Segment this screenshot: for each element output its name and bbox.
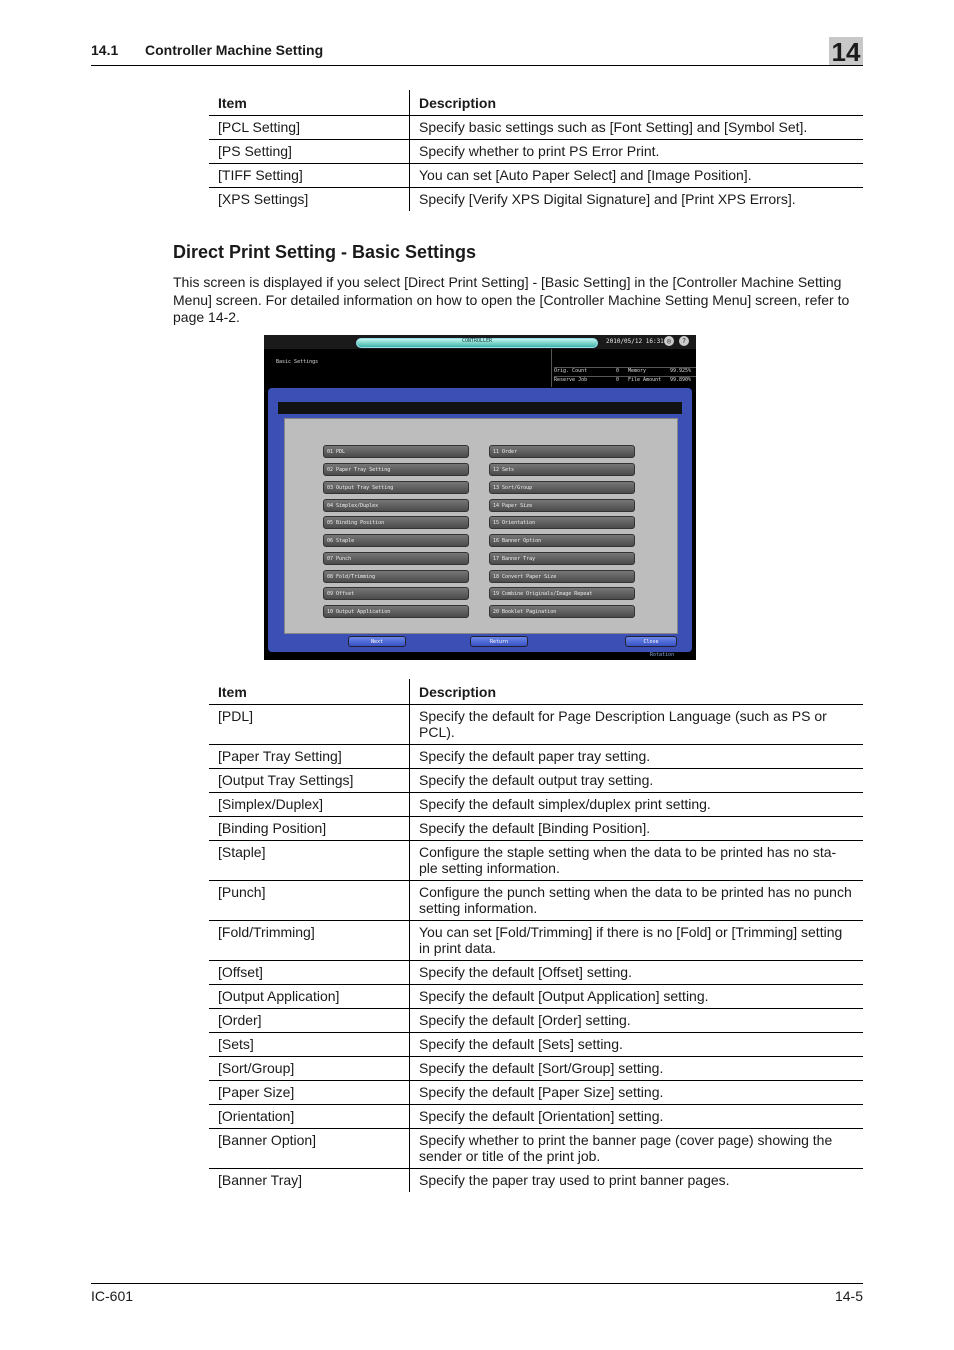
close-button[interactable]: Close	[625, 636, 677, 647]
description-cell: Specify basic settings such as [Font Setting] and [Symbol Set].	[410, 116, 864, 140]
table-row	[209, 793, 863, 817]
column-header-description: Description	[410, 90, 864, 116]
status-bar	[264, 335, 696, 349]
item-cell: [Order]	[209, 1009, 410, 1033]
item-cell: [Sets]	[209, 1033, 410, 1057]
counter-panel	[551, 349, 696, 387]
table-row	[209, 817, 863, 841]
table-header-row	[209, 90, 863, 116]
column-header-item: Item	[209, 90, 410, 116]
description-cell: Specify whether to print PS Error Print.	[410, 140, 864, 164]
convert-paper-size-button[interactable]: 18 Convert Paper Size	[489, 570, 635, 583]
orig-count-value: 0	[616, 368, 620, 374]
paper-tray-setting-button[interactable]: 02 Paper Tray Setting	[323, 463, 469, 476]
description-cell: Specify the default paper tray setting.	[410, 745, 864, 769]
output-tray-setting-button[interactable]: 03 Output Tray Setting	[323, 481, 469, 494]
section-title: Controller Machine Setting	[145, 42, 324, 58]
item-cell: [PS Setting]	[209, 140, 410, 164]
table-row	[209, 985, 863, 1009]
table-row	[209, 1009, 863, 1033]
item-cell: [Paper Size]	[209, 1081, 410, 1105]
description-cell: Specify [Verify XPS Digital Signature] and [Print XPS Errors].	[419, 191, 796, 207]
item-cell: [XPS Settings]	[209, 188, 410, 212]
memory-label: Memory	[628, 368, 647, 374]
description-cell: Specify the default [Offset] setting.	[410, 961, 864, 985]
table-row	[209, 188, 863, 212]
paper-size-button[interactable]: 14 Paper Size	[489, 499, 635, 512]
datetime: 2010/05/12 16:31	[606, 338, 664, 345]
table-row	[209, 921, 863, 961]
item-cell: [PDL]	[209, 705, 410, 745]
file-amount-label: File Amount	[628, 377, 662, 383]
controller-banner	[356, 338, 598, 348]
sort-group-button[interactable]: 13 Sort/Group	[489, 481, 635, 494]
page-header	[91, 37, 863, 67]
item-cell: [Fold/Trimming]	[209, 921, 410, 961]
model-name: IC-601	[91, 1288, 134, 1304]
description-cell: Specify the default [Order] setting.	[410, 1009, 864, 1033]
description-cell: Configure the staple setting when the data to be printed has no sta-ple setting information.	[410, 841, 864, 881]
table-header-row	[209, 679, 863, 705]
description-cell: Specify the default [Orientation] setting.	[410, 1105, 864, 1129]
offset-button[interactable]: 09 Offset	[323, 587, 469, 600]
item-cell: [Banner Option]	[209, 1129, 410, 1169]
orig-count-label: Orig. Count	[554, 368, 588, 374]
reserve-job-value: 0	[616, 377, 620, 383]
page-number: 14-5	[834, 1288, 863, 1304]
order-button[interactable]: 11 Order	[489, 445, 635, 458]
table-row	[209, 140, 863, 164]
rotation-label[interactable]: Rotation	[650, 652, 675, 658]
item-cell: [Banner Tray]	[209, 1169, 410, 1193]
table-row	[209, 116, 863, 140]
pdl-button[interactable]: 01 PDL	[323, 445, 469, 458]
description-cell: Specify the default [Output Application] setting.	[410, 985, 864, 1009]
intro-paragraph: This screen is displayed if you select [Direct Print Setting] - [Basic Setting] in the [Controller Machine Setting Menu] screen. For detailed information on how to open the [Controller Machine Setting Menu] screen, refer to page 14-2.	[173, 274, 850, 325]
return-button[interactable]: Return	[470, 636, 528, 647]
table-row	[209, 769, 863, 793]
sets-button[interactable]: 12 Sets	[489, 463, 635, 476]
combine-originals-button[interactable]: 19 Combine Originals/Image Repeat	[489, 587, 635, 600]
output-application-button[interactable]: 10 Output Application	[323, 605, 469, 618]
globe-icon[interactable]: ◎	[664, 336, 674, 346]
table-row	[209, 1169, 863, 1193]
item-cell: [Paper Tray Setting]	[209, 745, 410, 769]
item-cell: [Simplex/Duplex]	[209, 793, 410, 817]
description-cell: Specify the paper tray used to print banner pages.	[419, 1172, 730, 1188]
item-cell: [Staple]	[209, 841, 410, 881]
description-cell: You can set [Auto Paper Select] and [Image Position].	[410, 164, 864, 188]
subheading: Direct Print Setting - Basic Settings	[173, 242, 477, 262]
binding-position-button[interactable]: 05 Binding Position	[323, 516, 469, 529]
basic-settings-table	[209, 679, 863, 1192]
banner-tray-button[interactable]: 17 Banner Tray	[489, 552, 635, 565]
description-cell: Specify the default [Binding Position].	[410, 817, 864, 841]
next-button[interactable]: Next	[348, 636, 406, 647]
section-number: 14.1	[91, 42, 119, 58]
description-cell: Specify the default output tray setting.	[410, 769, 864, 793]
table-row	[209, 745, 863, 769]
item-cell: [Punch]	[209, 881, 410, 921]
table-row	[209, 1129, 863, 1169]
punch-button[interactable]: 07 Punch	[323, 552, 469, 565]
item-cell: [TIFF Setting]	[209, 164, 410, 188]
staple-button[interactable]: 06 Staple	[323, 534, 469, 547]
table-row	[209, 1057, 863, 1081]
fold-trimming-button[interactable]: 08 Fold/Trimming	[323, 570, 469, 583]
description-cell: Specify the default [Paper Size] setting.	[410, 1081, 864, 1105]
orientation-button[interactable]: 15 Orientation	[489, 516, 635, 529]
settings-panel	[268, 388, 692, 652]
chapter-badge: 14	[829, 37, 863, 65]
table-row	[209, 705, 863, 745]
description-cell: Specify the default [Sets] setting.	[410, 1033, 864, 1057]
item-cell: [Offset]	[209, 961, 410, 985]
table-row	[209, 1033, 863, 1057]
settings-table	[209, 90, 863, 211]
description-cell: Configure the punch setting when the data to be printed has no punch setting information.	[410, 881, 864, 921]
booklet-pagination-button[interactable]: 20 Booklet Pagination	[489, 605, 635, 618]
table-row	[209, 961, 863, 985]
item-cell: [Output Tray Settings]	[209, 769, 410, 793]
item-cell: [Orientation]	[209, 1105, 410, 1129]
screen-title: Basic Settings	[276, 359, 319, 365]
banner-option-button[interactable]: 16 Banner Option	[489, 534, 635, 547]
panel-title-bar	[278, 402, 682, 414]
file-amount-value: 99.890%	[670, 377, 692, 383]
help-icon[interactable]: ?	[679, 336, 689, 346]
reserve-job-label: Reserve Job	[554, 377, 588, 383]
button-grid	[284, 418, 678, 634]
column-header-item: Item	[209, 679, 410, 705]
table-row	[209, 881, 863, 921]
description-cell: You can set [Fold/Trimming] if there is no [Fold] or [Trimming] setting in print data.	[410, 921, 864, 961]
item-cell: [PCL Setting]	[209, 116, 410, 140]
basic-settings-screenshot	[264, 335, 696, 660]
table-row	[209, 841, 863, 881]
table-row	[209, 1105, 863, 1129]
simplex-duplex-button[interactable]: 04 Simplex/Duplex	[323, 499, 469, 512]
description-cell: Specify the default simplex/duplex print setting.	[410, 793, 864, 817]
description-cell: Specify whether to print the banner page (cover page) showing the sender or title of the print job.	[410, 1129, 864, 1169]
item-cell: [Output Application]	[209, 985, 410, 1009]
description-cell: Specify the default for Page Description Language (such as PS or PCL).	[410, 705, 864, 745]
counter-row	[554, 376, 696, 386]
description-cell: Specify the default [Sort/Group] setting.	[410, 1057, 864, 1081]
memory-value: 99.925%	[670, 368, 692, 374]
table-row	[209, 164, 863, 188]
item-cell: [Sort/Group]	[209, 1057, 410, 1081]
item-cell: [Binding Position]	[209, 817, 410, 841]
column-header-description: Description	[410, 679, 864, 705]
table-row	[209, 1081, 863, 1105]
page-footer	[91, 1283, 863, 1304]
banner-label: CONTROLLER	[461, 338, 493, 344]
